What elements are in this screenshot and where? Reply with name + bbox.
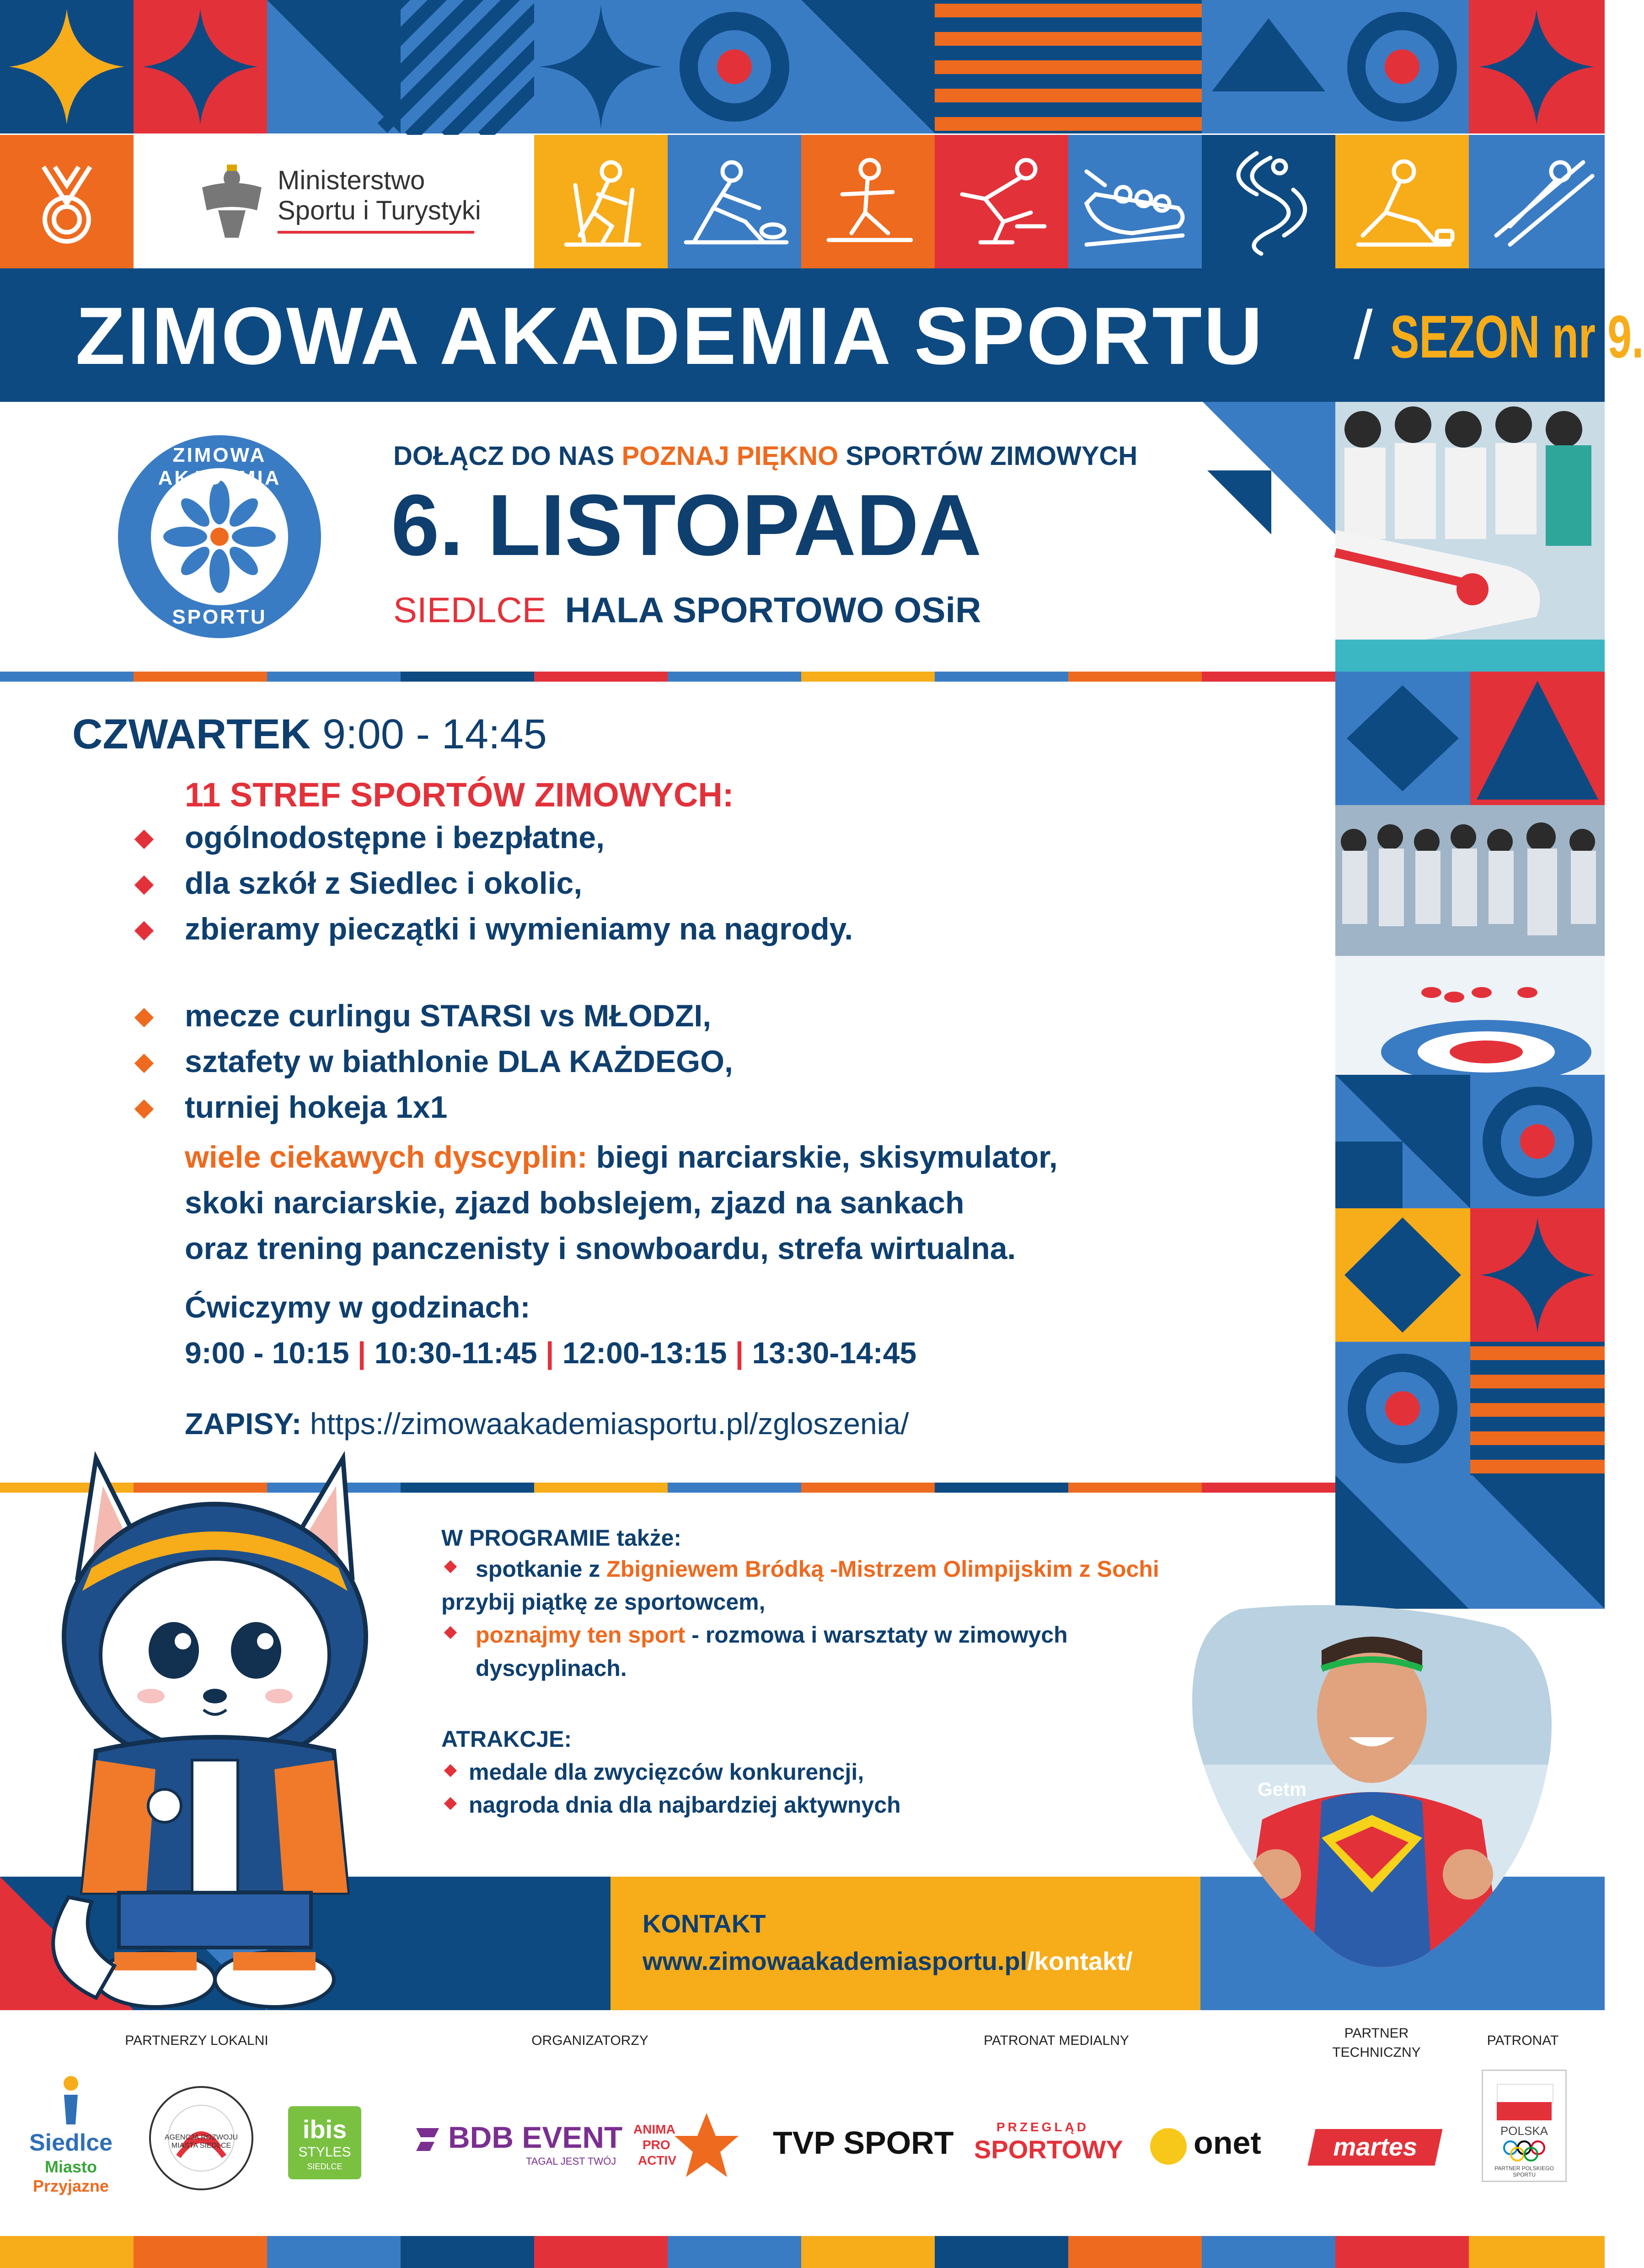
pattern-triangle-tile <box>1202 0 1335 133</box>
schedule-day: CZWARTEK <box>72 711 311 758</box>
list-item: mecze curlingu STARSI vs MŁODZI, <box>185 998 712 1033</box>
disciplines-line2: skoki narciarskie, zjazd bobslejem, zjazd na sankach <box>185 1185 964 1220</box>
pattern-target-tile <box>1335 1342 1470 1475</box>
przeglad-text-2: SPORTOWY <box>974 2135 1123 2164</box>
event-info <box>0 402 1335 672</box>
agency-text: AGENCJA ROZWOJU MIASTA SIEDLCE <box>164 2134 238 2150</box>
season-label: SEZON nr 9. <box>1390 303 1644 370</box>
pattern-triangle-tile <box>1335 1475 1605 1609</box>
curling-slide-icon <box>1335 135 1469 268</box>
pattern-target-tile <box>668 0 801 133</box>
agency-logo <box>146 2083 256 2193</box>
pattern-star-tile <box>1470 1208 1605 1342</box>
anima-logo <box>633 2108 739 2191</box>
title-separator: / <box>1354 296 1373 373</box>
signup-line <box>185 1406 909 1441</box>
przeglad-text-1: PRZEGLĄD <box>996 2120 1089 2134</box>
pattern-target-tile <box>1335 0 1469 133</box>
program-item-1-highlight: Zbigniewem Bródką -Mistrzem Olimpijskim z Sochi <box>606 1556 1159 1582</box>
badge-bottom-text: SPORTU <box>172 606 267 628</box>
slot-separator: | <box>735 1336 744 1370</box>
join-part1: DOŁĄCZ DO NAS <box>393 441 615 471</box>
bullet-icon <box>134 875 154 895</box>
schedule-section <box>0 682 1335 1482</box>
list-item: dla szkół z Siedlec i okolic, <box>185 866 583 901</box>
bullet-icon <box>444 1764 457 1777</box>
snowboard-icon <box>801 135 935 268</box>
bullet-icon <box>444 1626 457 1639</box>
signup-label: ZAPISY: <box>185 1407 302 1441</box>
mascot <box>27 1440 402 2016</box>
disciplines-line3: oraz trening panczenisty i snowboardu, strefa wirtualna. <box>185 1231 1016 1266</box>
badge-top-text: ZIMOWA AKADEMIA <box>158 444 281 489</box>
ibis-styles-text: STYLES <box>298 2145 351 2160</box>
contact-panel <box>610 1877 1200 2010</box>
ministry-logo <box>134 135 534 268</box>
tech-label <box>1312 2024 1441 2062</box>
sports-icon-row <box>0 135 1605 268</box>
przeglad-sportowy-logo <box>974 2120 1123 2170</box>
pattern-star-tile <box>0 0 134 133</box>
ministry-name-line1: Ministerstwo <box>278 165 425 195</box>
time-slots <box>185 1335 916 1370</box>
event-location <box>393 589 981 631</box>
medal-icon <box>0 135 134 268</box>
title-bar <box>0 268 1644 402</box>
bobsleigh-icon <box>1068 135 1202 268</box>
pkol-logo <box>1482 2070 1567 2182</box>
athlete-shirt-text: Getm <box>1258 1778 1307 1800</box>
anima-text-1: ANIMA <box>633 2122 675 2136</box>
practice-heading: Ćwiczymy w godzinach: <box>185 1290 530 1324</box>
anima-text-2: PRO <box>643 2138 670 2152</box>
pattern-bars-tile <box>1470 1342 1605 1475</box>
pattern-target-tile <box>1470 1075 1605 1208</box>
list-item: sztafety w biathlonie DLA KAŻDEGO, <box>185 1044 733 1079</box>
time-slot: 12:00-13:15 <box>562 1336 727 1370</box>
patronage-label: PATRONAT <box>1487 2033 1559 2048</box>
bdb-event-logo <box>412 2120 623 2175</box>
event-date: 6. LISTOPADA <box>391 477 982 574</box>
photo-bobsleigh <box>1335 402 1605 672</box>
attraction-item: medale dla zwycięzców konkurencji, <box>469 1759 864 1785</box>
program-item-2-rest: - rozmowa i warsztaty w zimowych <box>691 1622 1068 1648</box>
speed-skater-icon <box>935 135 1068 268</box>
join-part2: POZNAJ PIĘKNO <box>621 441 839 471</box>
ibis-city-text: SIEDLCE <box>307 2162 343 2171</box>
bullet-icon <box>134 921 154 940</box>
pattern-star-tile <box>134 0 267 133</box>
organizers-label: ORGANIZATORZY <box>531 2033 648 2048</box>
join-part3: SPORTÓW ZIMOWYCH <box>846 441 1138 471</box>
time-slot: 10:30-11:45 <box>374 1336 537 1370</box>
tech-label-line2: TECHNICZNY <box>1332 2045 1421 2060</box>
tech-label-line1: PARTNER <box>1344 2026 1409 2041</box>
siedlce-text: Siedlce <box>29 2129 113 2156</box>
siedlce-logo <box>18 2074 123 2202</box>
pattern-bars-tile <box>935 0 1202 133</box>
siedlce-sub1: Miasto <box>44 2157 97 2176</box>
disciplines-line1: biegi narciarskie, skisymulator, <box>596 1140 1058 1174</box>
disciplines-block <box>185 1134 1058 1271</box>
ministry-underline <box>278 231 474 234</box>
signup-link[interactable]: https://zimowaakademiasportu.pl/zgloszenia/ <box>310 1407 909 1441</box>
martes-logo <box>1307 2129 1442 2166</box>
partners-section <box>0 2010 1605 2236</box>
pkol-text: PARTNER POLSKIEGO SPORTU <box>1494 2165 1554 2178</box>
program-item-1-line2: przybij piątkę ze sportowcem, <box>441 1589 766 1615</box>
page-title: ZIMOWA AKADEMIA SPORTU <box>75 290 1264 381</box>
polska-text: POLSKA <box>1500 2124 1548 2138</box>
attractions-heading: ATRAKCJE: <box>441 1726 572 1752</box>
bullet-icon <box>444 1560 457 1573</box>
siedlce-sub2: Przyjazne <box>32 2177 109 2195</box>
event-city: SIEDLCE <box>393 590 546 630</box>
eagle-icon <box>193 160 271 242</box>
pattern-triangle-tile <box>267 0 401 133</box>
bdb-text: BDB EVENT <box>448 2120 623 2154</box>
divider-stripes <box>0 672 1335 682</box>
onet-text: onet <box>1194 2125 1261 2161</box>
decor-triangle <box>1203 402 1335 534</box>
bdb-sub-text: TAGAL JEST TWÓJ <box>526 2156 616 2167</box>
list-item: turniej hokeja 1x1 <box>185 1090 448 1125</box>
pattern-diamond-tile <box>1335 672 1470 805</box>
contact-link[interactable] <box>643 1946 1133 1976</box>
ibis-logo <box>288 2106 361 2179</box>
onet-logo <box>1150 2120 1274 2170</box>
curling-icon <box>668 135 801 268</box>
bullet-icon <box>134 830 154 849</box>
bullet-icon <box>134 1099 154 1119</box>
academy-badge <box>117 434 322 640</box>
list-item: ogólnodostępne i bezpłatne, <box>185 820 605 855</box>
ski-slope-icon <box>1202 135 1335 268</box>
flag-red <box>1497 2102 1552 2120</box>
ibis-text: ibis <box>302 2115 347 2144</box>
time-slot: 13:30-14:45 <box>752 1336 917 1370</box>
pattern-triangle-tile <box>1470 672 1605 805</box>
contact-url-main: www.zimowaakademiasportu.pl <box>643 1947 1028 1975</box>
contact-url-path: /kontakt/ <box>1027 1947 1133 1975</box>
media-label: PATRONAT MEDIALNY <box>984 2033 1129 2048</box>
contact-label: KONTAKT <box>643 1909 766 1938</box>
event-venue: HALA SPORTOWO OSiR <box>565 590 981 630</box>
program-item-1 <box>476 1556 1159 1582</box>
slot-separator: | <box>357 1336 366 1370</box>
flag-white <box>1497 2084 1553 2104</box>
pattern-triangle-tile <box>801 0 935 133</box>
join-tagline <box>393 441 1137 471</box>
partners-local-label: PARTNERZY LOKALNI <box>125 2033 268 2048</box>
tvp-sport-logo: TVP SPORT <box>773 2125 954 2161</box>
pattern-triangle-tile <box>1335 1075 1470 1208</box>
program-item-1-prefix: spotkanie z <box>476 1556 600 1582</box>
program-item-2-line2: dyscyplinach. <box>476 1655 627 1681</box>
pattern-diamond-tile <box>1335 1208 1470 1342</box>
bullet-icon <box>444 1797 457 1810</box>
pattern-stripes-tile <box>401 0 534 133</box>
pattern-diamond-star-tile <box>534 0 668 133</box>
schedule-day-line <box>72 709 547 759</box>
bullet-icon <box>134 1054 154 1073</box>
schedule-hours: 9:00 - 14:45 <box>322 711 547 758</box>
photo-curling <box>1335 805 1605 1075</box>
list-item: zbieramy pieczątki i wymieniamy na nagrody. <box>185 912 853 946</box>
time-slot: 9:00 - 10:15 <box>185 1336 349 1370</box>
zones-heading: 11 STREF SPORTÓW ZIMOWYCH: <box>185 776 734 814</box>
olympic-rings-icon <box>1501 2140 1547 2162</box>
slot-separator: | <box>546 1336 554 1370</box>
attraction-item: nagroda dnia dla najbardziej aktywnych <box>469 1792 901 1818</box>
program-heading: W PROGRAMIE także: <box>441 1525 682 1551</box>
martes-text: martes <box>1333 2132 1418 2161</box>
pattern-star-tile <box>1469 0 1605 133</box>
cross-country-skier-icon <box>534 135 668 268</box>
bottom-stripe <box>0 2236 1605 2268</box>
ski-jumper-icon <box>1469 135 1605 268</box>
disciplines-label: wiele ciekawych dyscyplin: <box>185 1140 588 1174</box>
program-item-2 <box>476 1622 1068 1648</box>
athlete-photo <box>1184 1600 1559 1970</box>
top-pattern <box>0 0 1605 135</box>
anima-text-3: ACTIV <box>638 2153 676 2167</box>
program-item-2-highlight: poznajmy ten sport <box>476 1622 685 1648</box>
ministry-name-line2: Sportu i Turystyki <box>278 196 481 225</box>
bullet-icon <box>134 1008 154 1027</box>
onet-dot-icon <box>1150 2128 1187 2165</box>
